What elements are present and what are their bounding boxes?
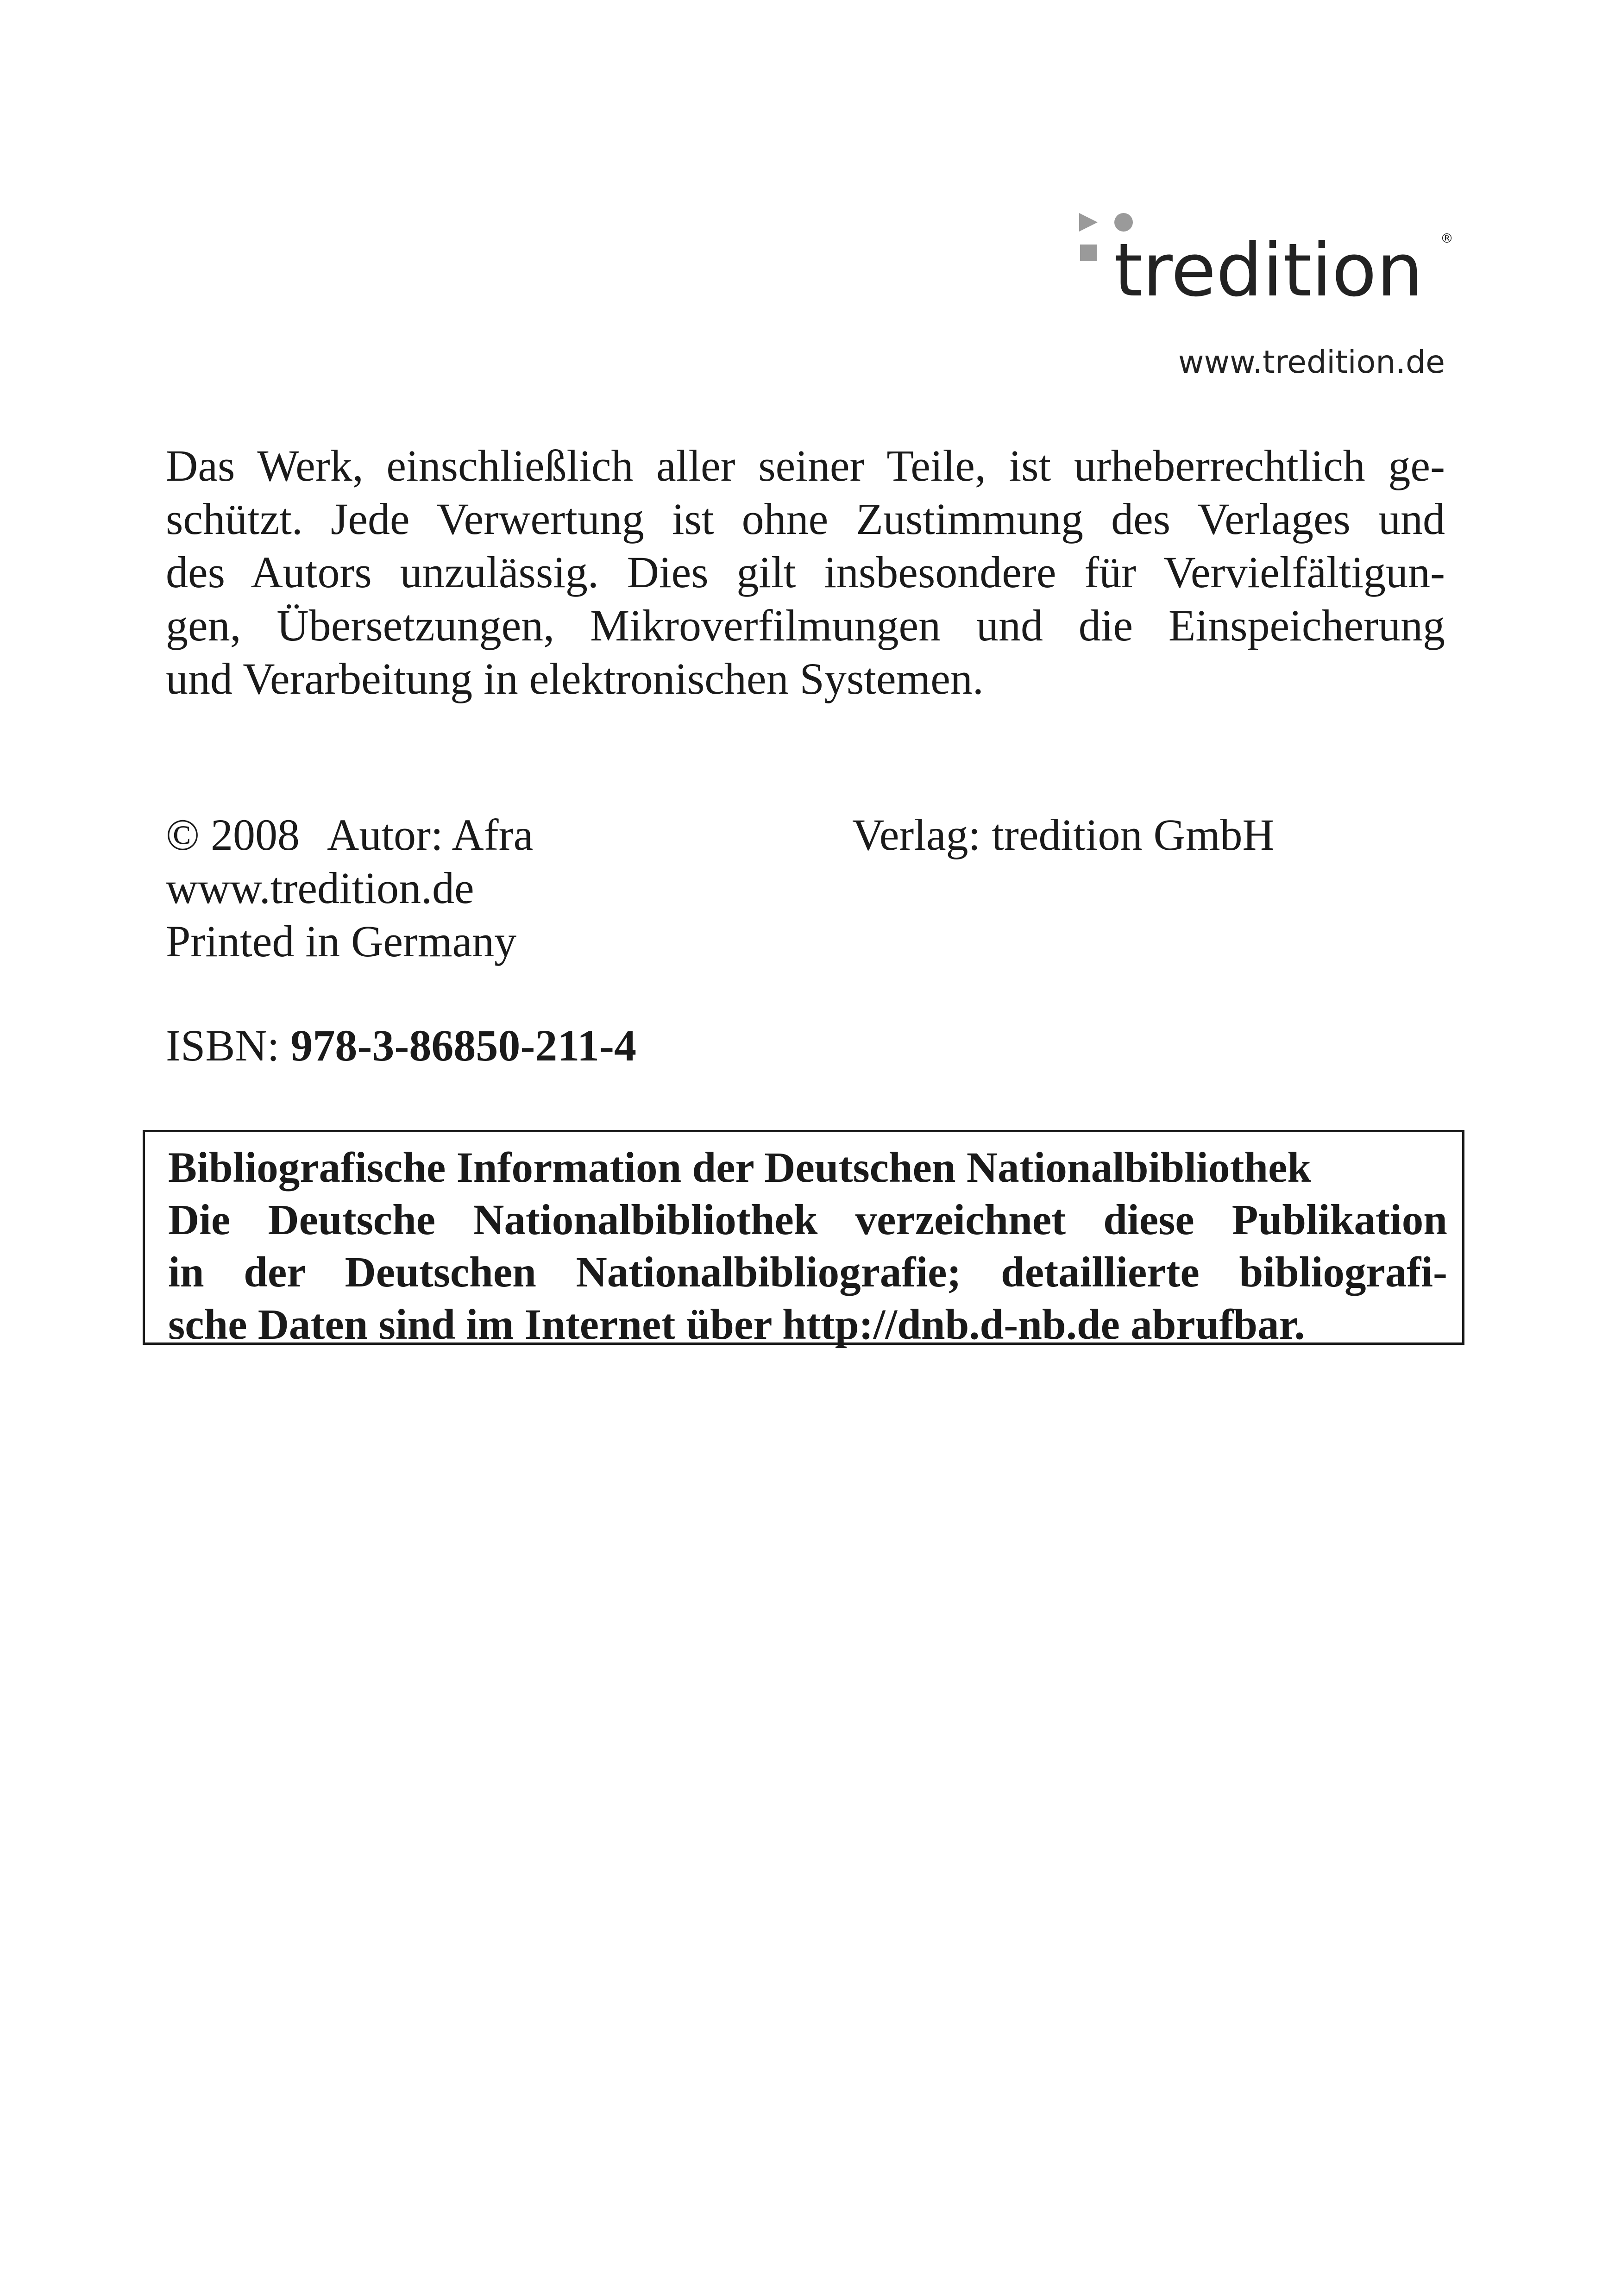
publisher-line: Verlag: tredition GmbH: [852, 810, 1275, 859]
bibliographic-line: sche Daten sind im Internet über http://dnb.d-nb.de abrufbar.: [168, 1301, 1305, 1349]
paragraph-line: Das Werk, einschließlich aller seiner Teile, ist urheberrechtlich ge-: [166, 441, 1445, 490]
bibliographic-text: [168, 1142, 1447, 1351]
author-line: Autor: Afra: [327, 810, 534, 859]
paragraph-line: des Autors unzulässig. Dies gilt insbesondere für Vervielfältigun-: [166, 547, 1445, 597]
printed-line: Printed in Germany: [166, 916, 517, 966]
publisher-logo: [1079, 213, 1453, 315]
paragraph-line: gen, Übersetzungen, Mikroverfilmungen und die Einspeicherung: [166, 601, 1445, 650]
bibliographic-heading: Bibliografische Information der Deutschen Nationalbibliothek: [168, 1144, 1312, 1192]
logo-registered-mark: ®: [1440, 231, 1453, 246]
paragraph-line: schützt. Jede Verwertung ist ohne Zustimmung des Verlages und: [166, 494, 1445, 544]
logo-triangle-mark: [1079, 213, 1098, 232]
logo-wordmark: tredition: [1114, 228, 1423, 313]
paragraph-line: und Verarbeitung in elektronischen Systemen.: [166, 654, 984, 703]
logo-square-mark: [1080, 245, 1097, 261]
isbn-label: ISBN:: [166, 1021, 280, 1070]
bibliographic-info-box: [143, 1130, 1464, 1349]
tredition-logo-graphic: [1079, 213, 1453, 315]
copyright-paragraph: [166, 439, 1445, 705]
isbn-line: [166, 1019, 636, 1072]
isbn-number: 978-3-86850-211-4: [290, 1021, 636, 1070]
logo-url[interactable]: www.tredition.de: [1178, 344, 1445, 381]
bibliographic-line: in der Deutschen Nationalbibliografie; detaillierte bibliografi-: [168, 1248, 1447, 1296]
website-line[interactable]: www.tredition.de: [166, 863, 474, 913]
bibliographic-line: Die Deutsche Nationalbibliothek verzeichnet diese Publikation: [168, 1196, 1447, 1244]
copyright-year: © 2008: [166, 810, 300, 859]
